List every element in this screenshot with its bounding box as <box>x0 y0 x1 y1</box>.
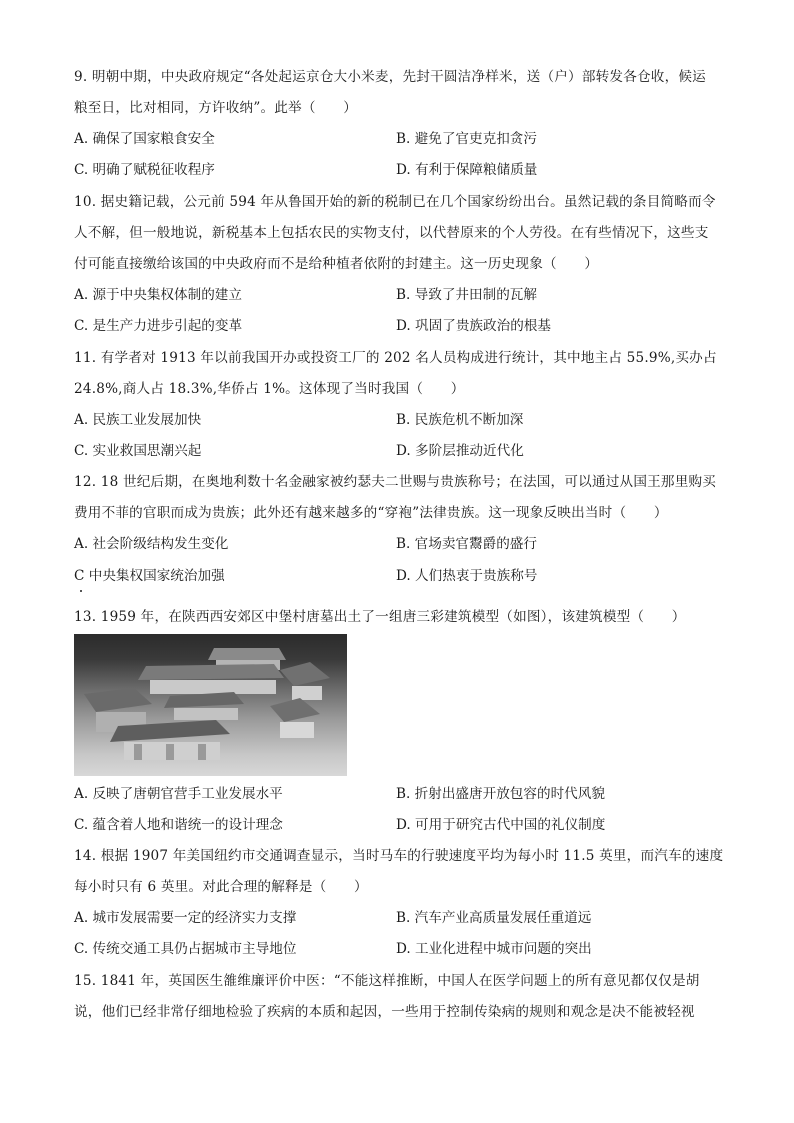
q10-option-c[interactable]: C. 是生产力进步引起的变革 <box>74 318 243 334</box>
q14-option-b[interactable]: B. 汽车产业高质量发展任重道远 <box>396 910 592 926</box>
q14-option-c[interactable]: C. 传统交通工具仍占据城市主导地位 <box>74 941 297 957</box>
q11-option-c[interactable]: C. 实业救国思潮兴起 <box>74 443 202 459</box>
q9-stem-line-2: 粮至日，比对相同，方许收纳”。此举（ ） <box>74 100 358 116</box>
q15-stem-line-1: 15. 1841 年，英国医生雒维廉评价中医：“不能这样推断，中国人在医学问题上的所有意见都仅仅是胡 <box>74 973 700 989</box>
q14-stem-line-2: 每小时只有 6 英里。对此合理的解释是（ ） <box>74 879 368 895</box>
q13-stem-line-1: 13. 1959 年，在陕西西安郊区中堡村唐墓出土了一组唐三彩建筑模型（如图），该建筑模型（ ） <box>74 609 686 625</box>
q13-option-d[interactable]: D. 可用于研究古代中国的礼仪制度 <box>396 817 606 833</box>
tang-sancai-architecture-model-photo <box>74 634 347 776</box>
q9-option-c[interactable]: C. 明确了赋税征收程序 <box>74 162 215 178</box>
q13-option-b[interactable]: B. 折射出盛唐开放包容的时代风貌 <box>396 786 605 802</box>
q10-stem-line-1: 10. 据史籍记载，公元前 594 年从鲁国开始的新的税制已在几个国家纷纷出台。虽然记载的条目简略而令 <box>74 194 716 210</box>
q11-stem-line-2: 24.8%,商人占 18.3%,华侨占 1%。这体现了当时我国（ ） <box>74 381 465 397</box>
q14-stem-line-1: 14. 根据 1907 年美国纽约市交通调查显示，当时马车的行驶速度平均为每小时 11.5 英里，而汽车的速度 <box>74 848 724 864</box>
q12-option-c[interactable]: C 中央集权国家统治加强 <box>74 568 225 584</box>
q12-option-b[interactable]: B. 官场卖官鬻爵的盛行 <box>396 536 537 552</box>
q9-option-b[interactable]: B. 避免了官吏克扣贪污 <box>396 131 537 147</box>
q10-option-d[interactable]: D. 巩固了贵族政治的根基 <box>396 318 551 334</box>
q11-option-a[interactable]: A. 民族工业发展加快 <box>74 412 202 428</box>
q11-option-d[interactable]: D. 多阶层推动近代化 <box>396 443 524 459</box>
q11-stem-line-1: 11. 有学者对 1913 年以前我国开办或投资工厂的 202 名人员构成进行统计，其中地主占 55.9%,买办占 <box>74 350 717 366</box>
q14-option-d[interactable]: D. 工业化进程中城市问题的突出 <box>396 941 592 957</box>
q13-option-a[interactable]: A. 反映了唐朝官营手工业发展水平 <box>74 786 283 802</box>
q12-stem-line-2: 费用不菲的官职而成为贵族；此外还有越来越多的“穿袍”法律贵族。这一现象反映出当时（ ） <box>74 505 668 521</box>
q10-stem-line-2: 人不解，但一般地说，新税基本上包括农民的实物支付，以代替原来的个人劳役。在有些情况下，这些支 <box>74 225 709 241</box>
q13-option-c[interactable]: C. 蕴含着人地和谐统一的设计理念 <box>74 817 283 833</box>
q9-option-a[interactable]: A. 确保了国家粮食安全 <box>74 131 215 147</box>
scan-speck <box>80 590 82 592</box>
q12-option-a[interactable]: A. 社会阶级结构发生变化 <box>74 536 229 552</box>
architecture-model-illustration <box>74 634 347 776</box>
q14-option-a[interactable]: A. 城市发展需要一定的经济实力支撑 <box>74 910 297 926</box>
q9-option-d[interactable]: D. 有利于保障粮储质量 <box>396 162 538 178</box>
q11-option-b[interactable]: B. 民族危机不断加深 <box>396 412 524 428</box>
q10-stem-line-3: 付可能直接缴给该国的中央政府而不是给种植者依附的封建主。这一历史现象（ ） <box>74 256 599 272</box>
q15-stem-line-2: 说，他们已经非常仔细地检验了疾病的本质和起因，一些用于控制传染病的规则和观念是决不能被轻视 <box>74 1004 695 1020</box>
q10-option-b[interactable]: B. 导致了井田制的瓦解 <box>396 287 537 303</box>
q12-stem-line-1: 12. 18 世纪后期，在奥地利数十名金融家被约瑟夫二世赐与贵族称号；在法国，可以通过从国王那里购买 <box>74 474 717 490</box>
q10-option-a[interactable]: A. 源于中央集权体制的建立 <box>74 287 242 303</box>
q12-option-d[interactable]: D. 人们热衷于贵族称号 <box>396 568 538 584</box>
q9-stem-line-1: 9. 明朝中期，中央政府规定“各处起运京仓大小米麦，先封干圆洁净样米，送（户）部转发各仓收，候运 <box>74 69 706 85</box>
